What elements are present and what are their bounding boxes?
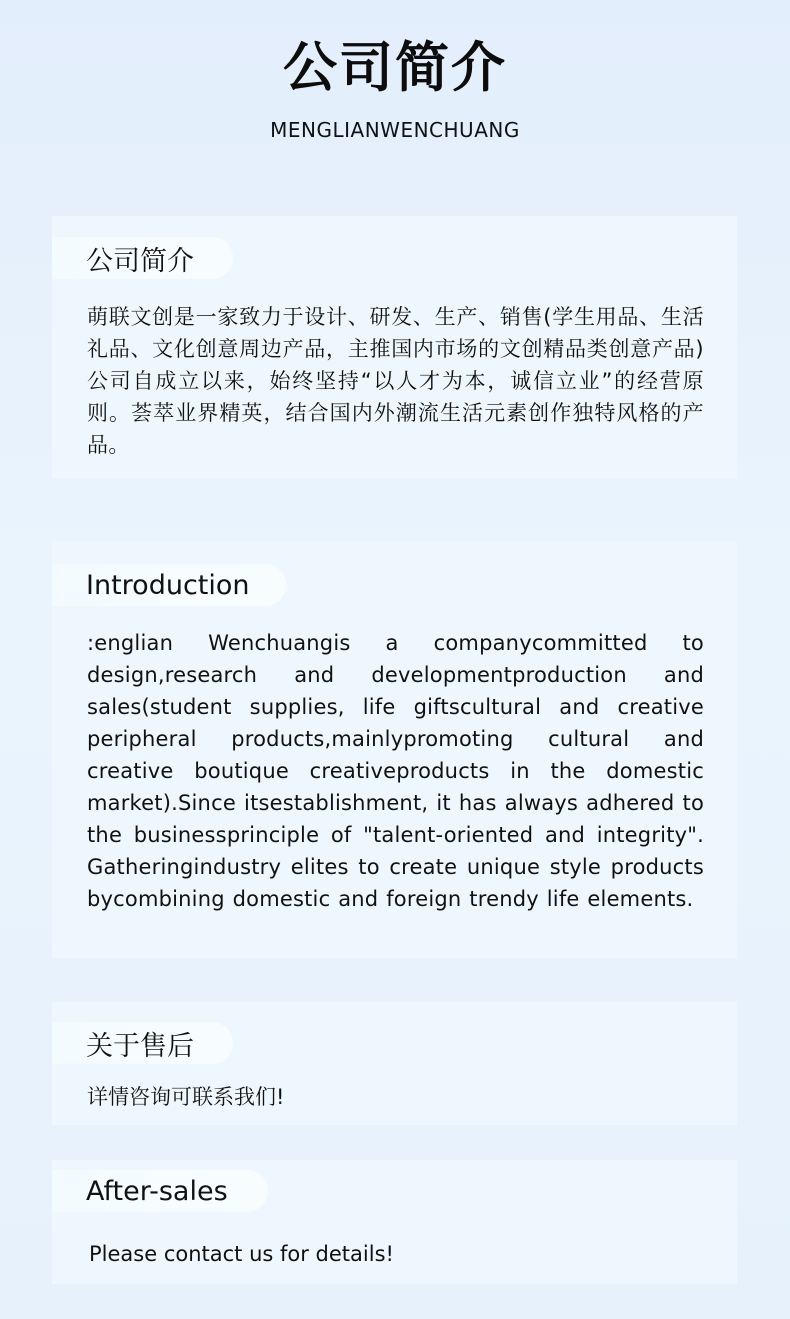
after-sales-cn-card: [52, 1002, 737, 1125]
page-header: [0, 30, 790, 142]
company-intro-en-text: :englian Wenchuangis a companycommitted to design,research and developmentproduction and sales(student supplies, life giftscultural and creative peripheral products,mainlypromoting cultural and creative boutique creativeproducts in the domestic market).Since itsestablishment, it has always adhered to the businessprinciple of "talent-oriented and integrity". Gatheringindustry elites to create unique style products bycombining domestic and foreign trendy life elements.: [87, 631, 704, 911]
page-subtitle: MENGLIANWENCHUANG: [270, 118, 520, 142]
after-sales-en-text: Please contact us for details!: [89, 1242, 394, 1266]
after-sales-cn-text: 详情咨询可联系我们!: [87, 1085, 285, 1109]
section-heading-pill: [52, 1022, 233, 1064]
after-sales-en-card: [52, 1160, 737, 1284]
section-heading: 公司简介: [86, 245, 194, 277]
section-heading: Introduction: [86, 569, 250, 601]
company-intro-en-card: [52, 542, 737, 958]
section-heading: After-sales: [86, 1175, 228, 1207]
section-heading: 关于售后: [86, 1030, 194, 1062]
page-title: 公司简介: [283, 36, 507, 99]
section-heading-pill: [52, 237, 233, 279]
section-heading-pill: [52, 1170, 268, 1212]
company-intro-cn-text: 萌联文创是一家致力于设计、研发、生产、销售(学生用品、生活礼品、文化创意周边产品，主推国内市场的文创精品类创意产品)公司自成立以来，始终坚持“以人才为本，诚信立业”的经营原则。荟萃业界精英，结合国内外潮流生活元素创作独特风格的产品。: [87, 305, 704, 457]
section-heading-pill: [52, 564, 286, 606]
company-intro-cn-card: [52, 216, 737, 478]
